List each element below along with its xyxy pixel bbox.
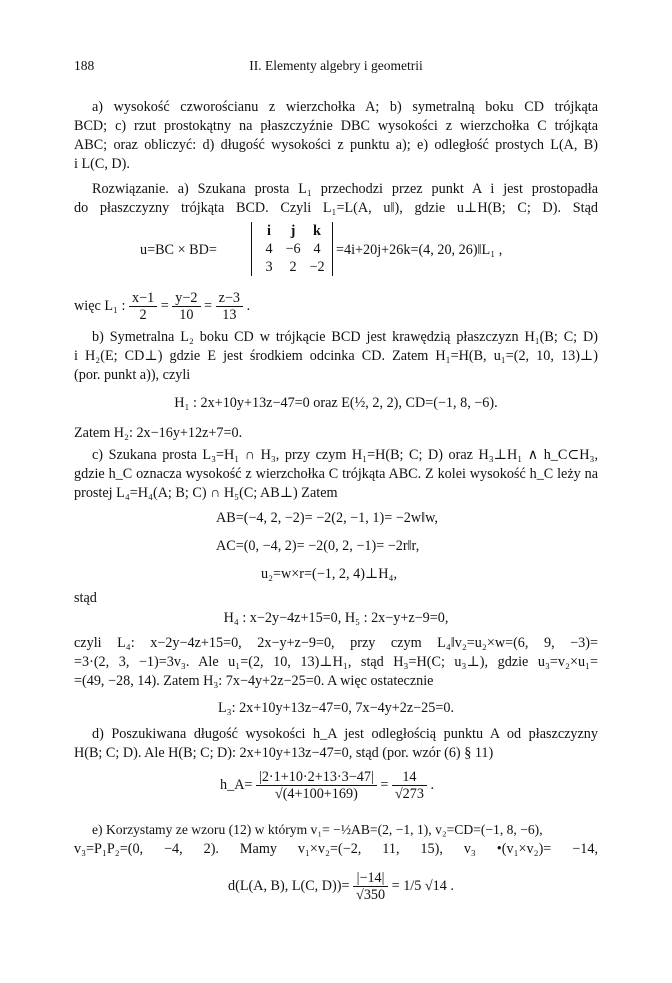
fraction-numerator: |2·1+10·2+13·3−47| (256, 769, 377, 786)
text-line: =3·(2, 3, −1)=3v₃. Ale u₁=(2, 10, 13)⊥H₁, stąd H₃=H(C; u₃⊥), gdzie u₃=v₂×u₁= (74, 654, 598, 670)
formula-rhs: = 1/5 √14 . (391, 878, 454, 894)
matrix-cell: −2 (309, 259, 325, 275)
page-number: 188 (74, 58, 95, 73)
matrix-cell: 3 (265, 259, 273, 275)
display-equation: H₁ : 2x+10y+13z−47=0 oraz E(½, 2, 2), CD=(−1, 8, −6). (174, 395, 498, 411)
text-line: prostej L₄=H₄(A; B; C) ∩ H₅(C; AB⊥) Zatem (74, 485, 338, 501)
matrix-rhs: =4i+20j+26k=(4, 20, 26)‖L₁ , (336, 242, 503, 258)
determinant-row (258, 240, 328, 258)
fraction (216, 290, 243, 323)
determinant-row (258, 258, 328, 276)
determinant-bar-left (251, 222, 252, 276)
text-line: c) Szukana prosta L₃=H₁ ∩ H₃, przy czym H₁=H(B; C; D) oraz H₃⊥H₁ ∧ h_C⊂H₃, (92, 447, 598, 463)
running-title: II. Elementy algebry i geometrii (249, 58, 423, 73)
determinant-bar-right (332, 222, 333, 276)
fraction (392, 769, 427, 802)
fraction-numerator: 14 (392, 769, 427, 786)
determinant-row (258, 222, 328, 240)
display-equation: H₄ : x−2y−4z+15=0, H₅ : 2x−y+z−9=0, (223, 610, 449, 626)
formula-lhs: d(L(A, B), L(C, D))= (228, 878, 350, 894)
text-line: ABC; oraz obliczyć: d) długość wysokości z punktu a); e) odległość prostych L(A, B) (74, 137, 598, 153)
text-line: e) Korzystamy ze wzoru (12) w którym v₁= −½AB=(2, −1, 1), v₂=CD=(−1, 8, −6), (92, 822, 543, 837)
text-line: i H₂(E; CD⊥) gdzie E jest środkiem odcinka CD. Zatem H₁=H(B, u₁=(2, 10, 13)⊥) (74, 348, 598, 364)
matrix-cell: i (267, 223, 271, 239)
line-equation-label: więc L₁ : (74, 298, 126, 314)
matrix-cell: 2 (289, 259, 297, 275)
matrix-cell: k (313, 223, 321, 239)
line-equation: więc L₁ : $\frac{x-1}{2}$ = $\frac{y-2}{10}$ = $\frac{z-3}{13}$ . (74, 290, 251, 324)
display-equation: L₃: 2x+10y+13z−47=0, 7x−4y+2z−25=0. (217, 700, 455, 716)
formula-lhs: h_A= (220, 777, 253, 793)
text-line: d) Poszukiwana długość wysokości h_A jest odległością punktu A od płaszczyzny (92, 726, 598, 742)
fraction (172, 290, 200, 323)
fraction-denominator: 10 (179, 307, 194, 324)
text-line: =(49, −28, 14). Zatem H₃: 7x−4y+2z−25=0. A więc ostatecznie (74, 673, 434, 689)
page-header (74, 58, 598, 78)
text-line: Rozwiązanie. a) Szukana prosta L₁ przechodzi przez punkt A i jest prostopadła (92, 181, 598, 197)
fraction-numerator: z−3 (216, 290, 243, 307)
text-line: gdzie h_C oznacza wysokość z wierzchołka C trójkąta ABC. Z kolei wysokość h_C leży na (74, 466, 598, 482)
matrix-cell: j (290, 223, 296, 239)
text-line: BCD; c) rzut prostokątny na płaszczyźnie DBC wysokości z wierzchołka C trójkąta (74, 118, 598, 134)
fraction-numerator: x−1 (129, 290, 157, 307)
text-line: do płaszczyzny trójkąta BCD. Czyli L₁=L(A, u‖), gdzie u⊥H(B; C; D). Stąd (74, 200, 598, 216)
text-line: czyli L₄: x−2y−4z+15=0, 2x−y+z−9=0, przy czym L₄‖v₂=u₂×w=(6, 9, −3)= (74, 635, 598, 651)
text-line: v₃=P₁P₂=(0, −4, 2). Mamy v₁×v₂=(−2, 11, 15), v₃ •(v₁×v₂)= −14, (74, 841, 598, 857)
fraction (256, 769, 377, 802)
matrix-cell: 4 (265, 241, 273, 257)
matrix-lhs: u=BC × BD= (140, 242, 217, 258)
fraction-numerator: |−14| (353, 870, 388, 887)
text-line: Zatem H₂: 2x−16y+12z+7=0. (74, 425, 243, 441)
fraction (129, 290, 157, 323)
fraction-denominator: 2 (139, 307, 147, 324)
text-line: stąd (74, 590, 97, 606)
fraction-denominator: 13 (222, 307, 237, 324)
display-equation: AC=(0, −4, 2)= −2(0, 2, −1)= −2r‖r, (216, 538, 420, 554)
matrix-cell: 4 (313, 241, 321, 257)
text-line: (por. punkt a)), czyli (74, 367, 191, 383)
fraction (353, 870, 388, 903)
matrix-cell: −6 (285, 241, 301, 257)
fraction-numerator: y−2 (172, 290, 200, 307)
line-distance-formula (228, 866, 454, 910)
text-line: i L(C, D). (74, 156, 130, 172)
fraction-denominator: √350 (356, 887, 386, 904)
fraction-denominator: √(4+100+169) (274, 786, 358, 803)
text-line: b) Symetralna L₂ boku CD w trójkącie BCD jest krawędzią płaszczyzn H₁(B; C; D) (92, 329, 598, 345)
text-line: a) wysokość czworościanu z wierzchołka A; b) symetralną boku CD trójkąta (92, 99, 598, 115)
distance-formula: h_A= $\frac{|2\cdot 1+10\cdot 2+13\cdot 3-47|}{√(4+100+169)}$ = $\frac{14}{√273}$ . (220, 769, 435, 803)
fraction-denominator: √273 (394, 786, 424, 803)
display-equation: AB=(−4, 2, −2)= −2(2, −1, 1)= −2w‖w, (216, 510, 438, 526)
text-line: H(B; C; D). Ale H(B; C; D): 2x+10y+13z−47=0, stąd (por. wzór (6) § 11) (74, 745, 494, 761)
display-equation: u₂=w×r=(−1, 2, 4)⊥H₄, (261, 566, 398, 582)
